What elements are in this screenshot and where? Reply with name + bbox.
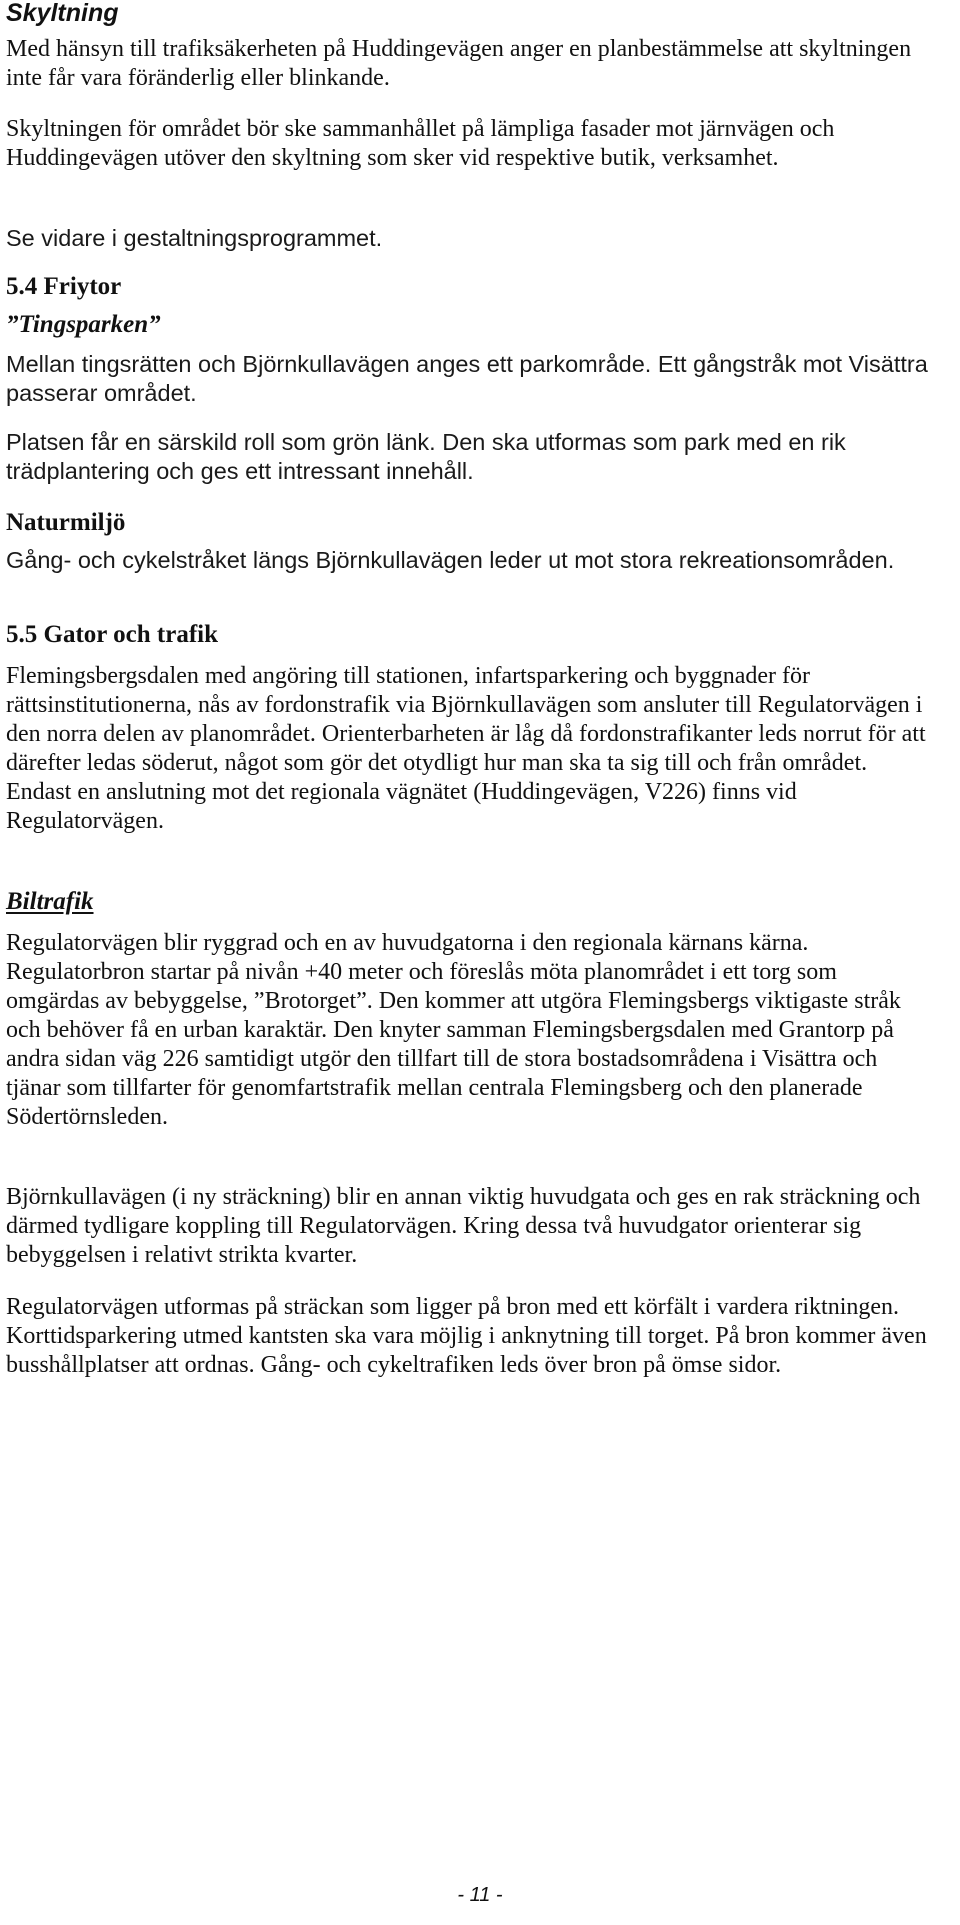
subheading-naturmiljo: Naturmiljö [6,509,126,536]
subheading-tingsparken: ”Tingsparken” [6,311,161,338]
page-number: - 11 - [457,1884,503,1906]
section-heading-friytor: 5.4 Friytor [6,273,122,300]
paragraph-skyltning-3: Se vidare i gestaltningsprogrammet. [6,225,383,251]
subheading-biltrafik: Biltrafik [6,888,94,915]
paragraph-naturmiljo: Gång- och cykelstråket längs Björnkullavägen leder ut mot stora rekreationsområden. [6,547,895,573]
paragraph-gator-1: Flemingsbergsdalen med angöring till stationen, infartsparkering och byggnader för rättsinstitutionerna, nås av fordonstrafik via Björnkullavägen som ansluter till Regulatorvägen i den norra delen av planområdet. Orienterbarheten är låg då fordonstrafikanter leds norrut för att därefter ledas söderut, något som gör det otydligt hur man ska ta sig till och från området. Endast en anslutning mot det regionala vägnätet (Huddingevägen, V226) finns vid Regulatorvägen. [6,663,926,834]
paragraph-skyltning-2: Skyltningen för området bör ske sammanhållet på lämpliga fasader mot järnvägen och Huddingevägen utöver den skyltning som sker vid respektive butik, verksamhet. [6,116,835,171]
paragraph-biltrafik-3: Regulatorvägen utformas på sträckan som ligger på bron med ett körfält i vardera riktningen. Korttidsparkering utmed kantsten ska vara möjlig i anknytning till torget. På bron kommer även busshållplatser att ordnas. Gång- och cykeltrafiken leds över bron på ömse sidor. [6,1294,927,1378]
paragraph-friytor-2: Platsen får en särskild roll som grön länk. Den ska utformas som park med en rik trädplantering och ges ett intressant innehåll. [6,429,846,484]
paragraph-friytor-1: Mellan tingsrätten och Björnkullavägen anges ett parkområde. Ett gångstråk mot Visättra passerar området. [6,351,928,406]
paragraph-biltrafik-1: Regulatorvägen blir ryggrad och en av huvudgatorna i den regionala kärnans kärna. Regulatorbron startar på nivån +40 meter och föreslås möta planområdet i ett torg som omgärdas av bebyggelse, ”Brotorget”. Den kommer att utgöra Flemingsbergs viktigaste stråk och behöver få en urban karaktär. Den knyter samman Flemingsbergsdalen med Grantorp på andra sidan väg 226 samtidigt utgör den tillfart till de stora bostadsområdena i Visättra och tjänar som tillfarter för genomfartstrafik mellan centrala Flemingsberg och den planerade Södertörnsleden. [6,930,901,1130]
section-heading-gator: 5.5 Gator och trafik [6,621,219,648]
section-heading-skyltning: Skyltning [6,0,119,27]
paragraph-skyltning-1: Med hänsyn till trafiksäkerheten på Huddingevägen anger en planbestämmelse att skyltningen inte får vara föränderlig eller blinkande. [6,36,912,91]
paragraph-biltrafik-2: Björnkullavägen (i ny sträckning) blir en annan viktig huvudgata och ges en rak sträckning och därmed tydligare koppling till Regulatorvägen. Kring dessa två huvudgator orienterar sig bebyggelsen i relativt strikta kvarter. [6,1184,921,1268]
